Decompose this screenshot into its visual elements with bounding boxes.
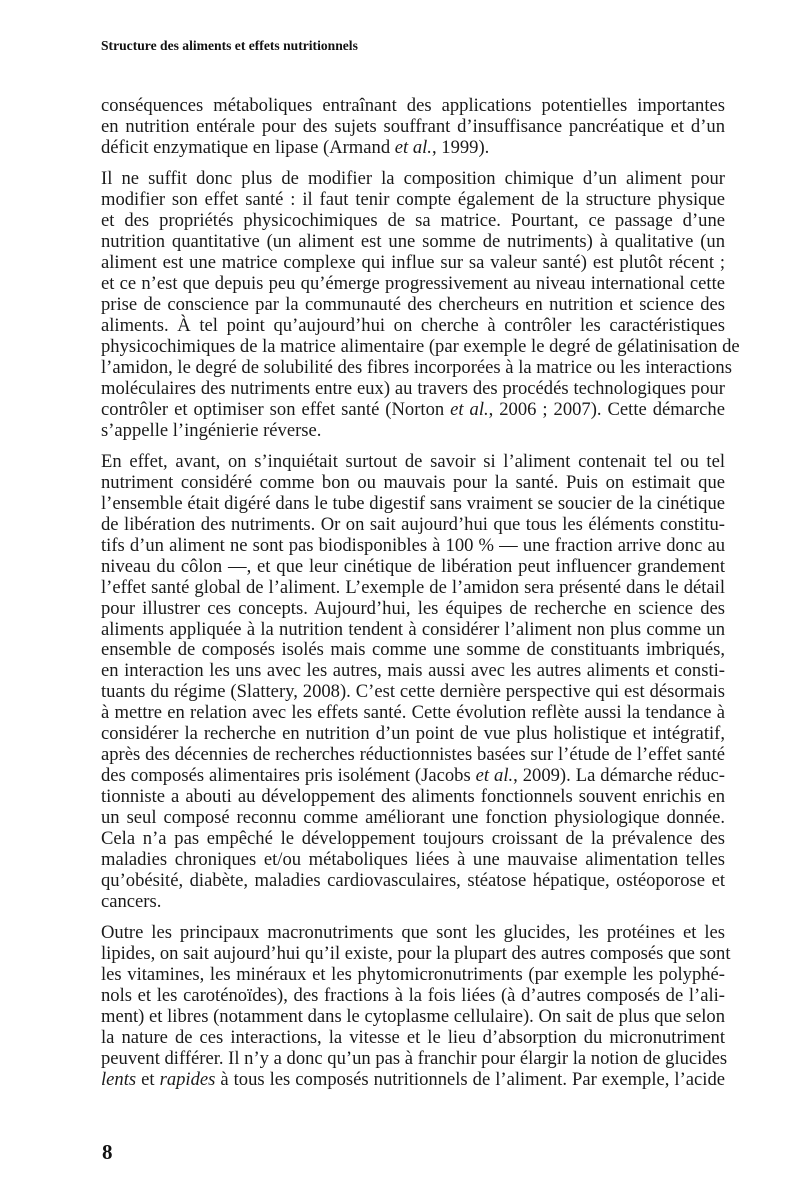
text-run: en nutrition entérale pour des sujets souffrant d’insuffisance pancréatique et d’un bbox=[101, 115, 725, 137]
text-line bbox=[101, 295, 725, 316]
italic-run: et al. bbox=[394, 136, 432, 158]
text-run: nutriment considéré comme bon ou mauvais pour la santé. Puis on estimait que bbox=[101, 471, 725, 493]
text-run: aliment est une matrice complexe qui influe sur sa valeur santé) est plutôt récent ; bbox=[101, 252, 725, 274]
text-run: en interaction les uns avec les autres, mais aussi avec les autres aliments et consti- bbox=[101, 660, 725, 682]
text-line bbox=[101, 620, 725, 641]
text-run: , 2006 ; 2007). Cette démarche bbox=[488, 398, 725, 420]
text-line bbox=[101, 661, 725, 682]
text-line bbox=[101, 536, 725, 557]
text-run: et des propriétés physicochimiques de sa matrice. Pourtant, ce passage d’une bbox=[101, 210, 725, 232]
text-run: pour illustrer ces concepts. Aujourd’hui, les équipes de recherche en science des bbox=[101, 597, 725, 619]
page-number: 8 bbox=[102, 1140, 113, 1164]
text-run: l’effet santé global de l’aliment. L’exemple de l’amidon sera présenté dans le détail bbox=[101, 576, 725, 598]
text-line bbox=[101, 682, 725, 703]
text-line bbox=[101, 400, 725, 421]
text-line bbox=[101, 703, 725, 724]
text-run: En effet, avant, on s’inquiétait surtout de savoir si l’aliment contenait tel ou tel bbox=[101, 451, 725, 472]
text-line bbox=[101, 965, 725, 986]
text-run: contrôler et optimiser son effet santé (Norton bbox=[101, 398, 451, 420]
text-line bbox=[101, 96, 725, 117]
text-run: s’appelle l’ingénierie réverse. bbox=[101, 419, 322, 441]
text-line bbox=[101, 943, 731, 965]
italic-run: rapides bbox=[159, 1068, 216, 1090]
text-line bbox=[101, 829, 725, 850]
text-run: considérer la recherche en nutrition d’un point de vue plus holistique et intégratif, bbox=[101, 723, 725, 745]
text-run: un seul composé reconnu comme améliorant une fonction physiologique donnée. bbox=[101, 806, 725, 828]
text-line bbox=[101, 557, 725, 578]
text-run: niveau du côlon —, et que leur cinétique de libération peut influencer grandement bbox=[101, 555, 725, 577]
text-line bbox=[101, 232, 725, 253]
text-line bbox=[101, 335, 740, 358]
text-run: tuants du régime (Slattery, 2008). C’est cette dernière perspective qui est désormais bbox=[101, 681, 725, 703]
text-run: à tous les composés nutritionnels de l’aliment. Par exemple, l’acide bbox=[215, 1068, 726, 1090]
text-run: modifier son effet santé : il faut tenir compte également de la structure physique bbox=[101, 189, 725, 211]
text-line bbox=[101, 892, 725, 913]
italic-run: lents bbox=[101, 1068, 137, 1090]
text-run: l’amidon, le degré de solubilité des fibres incorporées à la matrice ou les interactions bbox=[101, 356, 732, 378]
text-run: tionniste a abouti au développement des aliments fonctionnels souvent enrichis en bbox=[101, 786, 725, 807]
text-line bbox=[101, 745, 725, 766]
text-run: les vitamines, les minéraux et les phytomicronutriments (par exemple les polyphé- bbox=[101, 964, 725, 985]
paragraph bbox=[101, 452, 725, 913]
text-line bbox=[101, 871, 725, 892]
text-run: physicochimiques de la matrice alimentaire (par exemple le degré de gélatinisation de bbox=[101, 335, 740, 357]
text-line bbox=[101, 316, 725, 337]
text-line bbox=[101, 1007, 725, 1028]
text-run: tifs d’un aliment ne sont pas biodisponibles à 100 % — une fraction arrive donc au bbox=[101, 534, 725, 556]
text-run: lipides, on sait aujourd’hui qu’il existe, pour la plupart des autres composés que sont bbox=[101, 943, 731, 965]
text-run: des composés alimentaires pris isolément (Jacobs bbox=[101, 765, 476, 787]
body-text bbox=[101, 95, 740, 1101]
text-line bbox=[101, 117, 725, 138]
text-run: nols et les caroténoïdes), des fractions à la fois liées (à d’autres composés de l’ali- bbox=[101, 984, 725, 1006]
text-run: prise de conscience par la communauté des chercheurs en nutrition et science des bbox=[101, 293, 725, 315]
text-run: conséquences métaboliques entraînant des applications potentielles importantes bbox=[101, 95, 725, 116]
text-line bbox=[101, 515, 725, 536]
text-run: qu’obésité, diabète, maladies cardiovasculaires, stéatose hépatique, ostéoporose et bbox=[101, 869, 725, 891]
text-line bbox=[101, 724, 725, 745]
text-line bbox=[101, 138, 725, 159]
text-line bbox=[101, 211, 725, 232]
paragraph bbox=[101, 922, 731, 1091]
text-line bbox=[101, 1047, 728, 1070]
text-run: Outre les principaux macronutriments que sont les glucides, les protéines et les bbox=[101, 922, 725, 944]
text-run: l’ensemble était digéré dans le tube digestif sans vraiment se soucier de la cinétique bbox=[101, 492, 725, 514]
text-line bbox=[101, 787, 725, 808]
text-run: ensemble de composés isolés mais comme une somme de constituants imbriqués, bbox=[101, 639, 725, 661]
text-run: , 2009). La démarche réduc- bbox=[513, 765, 725, 787]
text-line bbox=[101, 808, 725, 829]
text-run: , 1999). bbox=[431, 136, 490, 158]
text-line bbox=[101, 473, 725, 494]
text-line bbox=[101, 1070, 725, 1091]
text-run: ment) et libres (notamment dans le cytoplasme cellulaire). On sait de plus que selon bbox=[101, 1005, 725, 1027]
text-line bbox=[101, 421, 725, 442]
text-run: Cela n’a pas empêché le développement toujours croissant de la prévalence des bbox=[101, 827, 725, 849]
text-run: de libération des nutriments. Or on sait aujourd’hui que tous les éléments constitu- bbox=[101, 513, 725, 535]
text-run: maladies chroniques et/ou métaboliques liées à une mauvaise alimentation telles bbox=[101, 848, 725, 870]
text-line bbox=[101, 494, 725, 515]
text-run: moléculaires des nutriments entre eux) au travers des procédés technologiques pour bbox=[101, 377, 725, 399]
italic-run: et al. bbox=[450, 398, 489, 420]
text-line bbox=[101, 640, 725, 661]
text-line bbox=[101, 379, 725, 400]
text-line bbox=[101, 1028, 725, 1049]
text-line bbox=[101, 452, 725, 473]
text-line bbox=[101, 253, 725, 274]
text-run: la nature de ces interactions, la vitesse et le lieu d’absorption du micronutriment bbox=[101, 1026, 725, 1048]
text-run: déficit enzymatique en lipase (Armand bbox=[101, 136, 395, 158]
text-run: et bbox=[136, 1068, 160, 1090]
text-line bbox=[101, 578, 725, 599]
text-line bbox=[101, 923, 725, 944]
italic-run: et al. bbox=[475, 765, 514, 787]
text-line bbox=[101, 850, 725, 871]
paragraph bbox=[101, 168, 740, 441]
text-line bbox=[101, 986, 725, 1007]
text-line bbox=[101, 356, 732, 379]
text-run: aliments. À tel point qu’aujourd’hui on cherche à contrôler les caractéristiques bbox=[101, 314, 725, 336]
text-run: après des décennies de recherches réductionnistes basées sur l’étude de l’effet santé bbox=[101, 744, 725, 766]
text-line bbox=[101, 766, 725, 787]
paragraph bbox=[101, 96, 725, 159]
text-line bbox=[101, 599, 725, 620]
text-line bbox=[101, 274, 725, 295]
text-run: Il ne suffit donc plus de modifier la composition chimique d’un aliment pour bbox=[101, 168, 725, 190]
running-head: Structure des aliments et effets nutritionnels bbox=[101, 38, 358, 53]
text-run: peuvent différer. Il n’y a donc qu’un pas à franchir pour élargir la notion de glucides bbox=[101, 1047, 728, 1069]
text-line bbox=[101, 169, 725, 190]
text-run: nutrition quantitative (un aliment est une somme de nutriments) à qualitative (un bbox=[101, 231, 725, 253]
text-line bbox=[101, 190, 725, 211]
text-run: à mettre en relation avec les effets santé. Cette évolution reflète aussi la tendance à bbox=[101, 702, 725, 724]
text-run: cancers. bbox=[101, 890, 162, 912]
text-run: aliments appliquée à la nutrition tendent à considérer l’aliment non plus comme un bbox=[101, 618, 725, 640]
text-run: et ce n’est que depuis peu qu’émerge progressivement au niveau international cette bbox=[101, 273, 725, 294]
